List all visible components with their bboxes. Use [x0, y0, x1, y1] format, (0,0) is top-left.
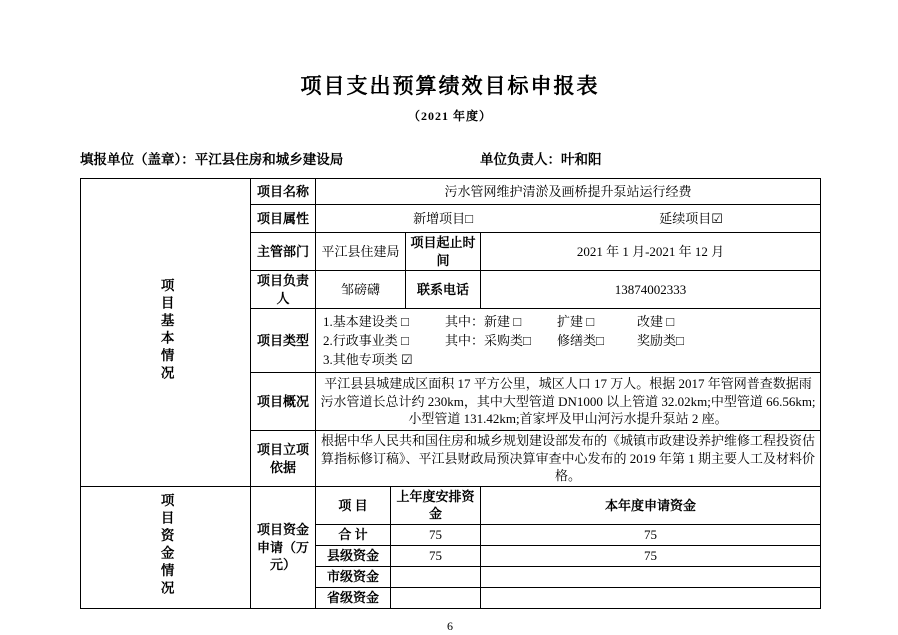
- type-line-construction: [323, 313, 813, 331]
- leader-value: 邹磅礴: [316, 271, 406, 309]
- unit-head-label: 单位负责人：叶和阳: [480, 152, 602, 167]
- basis-text: 根据中华人民共和国住房和城乡规划建设部发布的《城镇市政建设养护维修工程投资估算指标修订稿》、平江县财政局预决算审查中心发布的 2019 年第 1 期主要人工及材料价格。: [316, 431, 821, 487]
- type-option-repair: 修缮类□: [557, 332, 604, 348]
- period-label: 项目起止时间: [406, 233, 481, 271]
- overview-text: 平江县县城建成区面积 17 平方公里，城区人口 17 万人。根据 2017 年管网普查数据雨污水管道长总计约 230km，其中大型管道 DN1000 以上管道 32.02km;中型管道 66.56km;小型管道 131.42km;首家坪及甲山河污水提升泵站 2 座。: [316, 373, 821, 431]
- funds-item-city: 市级资金: [316, 566, 391, 587]
- dept-label: 主管部门: [251, 233, 316, 271]
- type-option-other-special: 3.其他专项类 ☑: [323, 352, 413, 368]
- project-type-cell: [316, 309, 821, 373]
- header-info-line: [80, 148, 820, 166]
- page-title: 项目支出预算绩效目标申报表: [300, 75, 600, 98]
- section-funds-header: 项目资金情况: [158, 492, 174, 598]
- continue-project-checkbox-label: 延续项目☑: [659, 210, 723, 226]
- type-option-expand: 扩建 □: [557, 313, 595, 329]
- funds-header-item: 项 目: [316, 486, 391, 524]
- type-option-newbuild: 其中：新建 □: [445, 313, 522, 329]
- funds-header-prev: 上年度安排资金: [391, 486, 481, 524]
- type-line-administrative: [323, 332, 813, 350]
- funds-current-county: 75: [481, 545, 821, 566]
- funds-prev-city: [391, 566, 481, 587]
- type-option-construction: 1.基本建设类 □: [323, 313, 409, 329]
- overview-label: 项目概况: [251, 373, 316, 431]
- project-name-value: 污水管网维护清淤及画桥提升泵站运行经费: [316, 179, 821, 205]
- funds-current-province: [481, 587, 821, 608]
- page-number: 6: [447, 618, 453, 633]
- project-attribute-cell: [316, 205, 821, 233]
- funds-prev-total: 75: [391, 524, 481, 545]
- funds-apply-label: 项目资金申请（万元）: [251, 486, 316, 608]
- dept-value: 平江县住建局: [316, 233, 406, 271]
- reporting-unit-label: 填报单位（盖章）：平江县住房和城乡建设局: [80, 152, 344, 167]
- section-funds-cell: [81, 486, 251, 608]
- section-basic-header: 项目基本情况: [158, 277, 174, 383]
- leader-label: 项目负责人: [251, 271, 316, 309]
- section-basic-cell: [81, 179, 251, 487]
- funds-item-total: 合 计: [316, 524, 391, 545]
- funds-item-province: 省级资金: [316, 587, 391, 608]
- project-attribute-label: 项目属性: [251, 205, 316, 233]
- funds-current-city: [481, 566, 821, 587]
- project-type-label: 项目类型: [251, 309, 316, 373]
- funds-current-total: 75: [481, 524, 821, 545]
- period-value: 2021 年 1 月-2021 年 12 月: [481, 233, 821, 271]
- phone-value: 13874002333: [481, 271, 821, 309]
- type-option-procurement: 其中：采购类□: [445, 332, 531, 348]
- type-option-rebuild: 改建 □: [637, 313, 675, 329]
- declaration-table: [80, 178, 821, 609]
- type-option-administrative: 2.行政事业类 □: [323, 332, 409, 348]
- new-project-checkbox-label: 新增项目□: [413, 210, 473, 226]
- funds-prev-county: 75: [391, 545, 481, 566]
- type-option-reward: 奖励类□: [637, 332, 684, 348]
- funds-prev-province: [391, 587, 481, 608]
- page-subtitle: （2021 年度）: [407, 109, 492, 123]
- project-name-label: 项目名称: [251, 179, 316, 205]
- basis-label: 项目立项依据: [251, 431, 316, 487]
- funds-header-current: 本年度申请资金: [481, 486, 821, 524]
- type-line-other: [323, 351, 813, 369]
- funds-item-county: 县级资金: [316, 545, 391, 566]
- phone-label: 联系电话: [406, 271, 481, 309]
